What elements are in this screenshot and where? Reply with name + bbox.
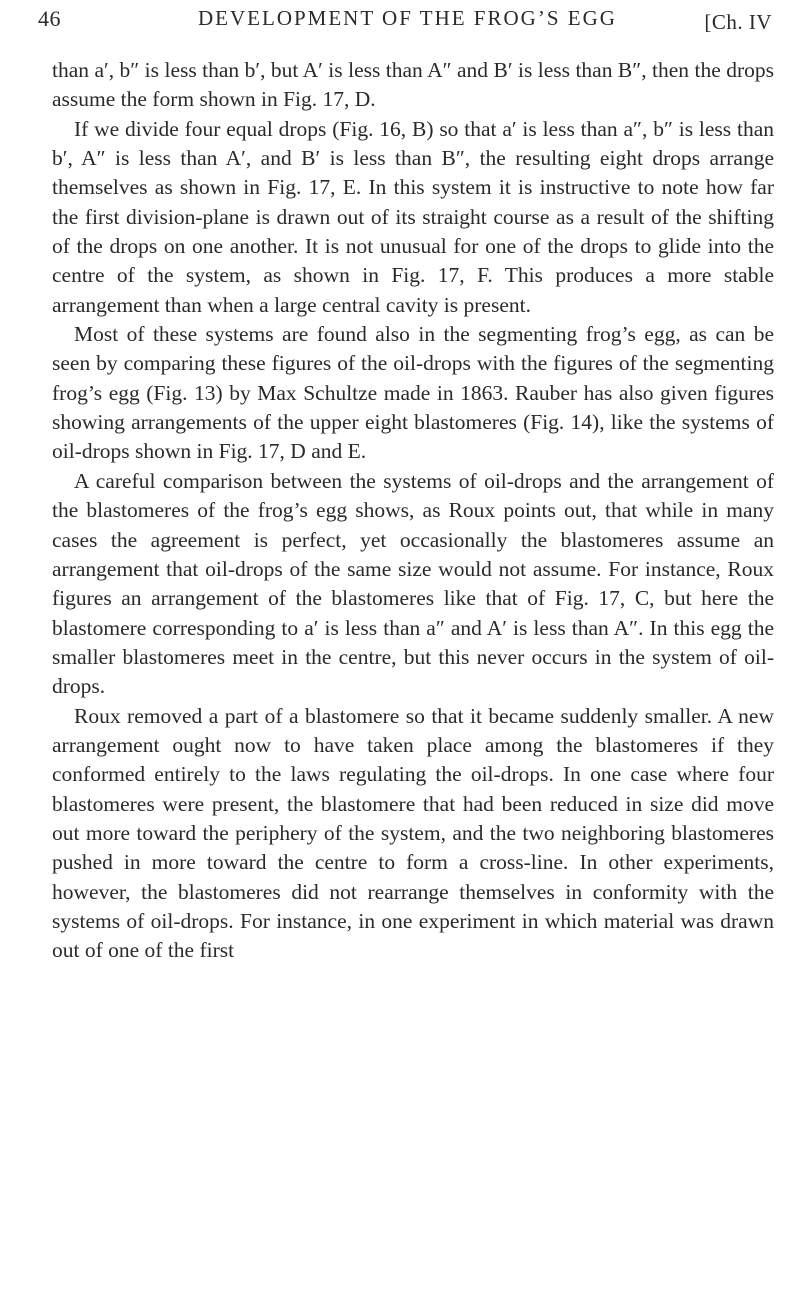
body-text: [52, 56, 774, 966]
paragraph: If we divide four equal drops (Fig. 16, B) so that a′ is less than a″, b″ is less than b′, A″ is less than A′, and B′ is less than B″, the resulting eight drops arrange themselves as shown in Fig. 17, E. In this system it is instructive to note how far the first division-plane is drawn out of its straight course as a result of the shifting of the drops on one another. It is not unusual for one of the drops to glide into the centre of the system, as shown in Fig. 17, F. This produces a more stable arrangement than when a large central cavity is present.: [52, 116, 774, 317]
page-number: 46: [38, 6, 61, 31]
running-title: DEVELOPMENT OF THE FROG’S EGG: [198, 6, 617, 30]
paragraph: Roux removed a part of a blastomere so that it became suddenly smaller. A new arrangement ought now to have taken place among the blastomeres if they conformed entirely to the laws regulating the oil-drops. In one case where four blastomeres were present, the blastomere that had been reduced in size did move out more toward the periphery of the system, and the two neighboring blastomeres pushed in more toward the centre to form a cross-line. In other experiments, however, the blastomeres did not rearrange themselves in conformity with the systems of oil-drops. For instance, in one experiment in which material was drawn out of one of the first: [52, 703, 774, 963]
paragraph: than a′, b″ is less than b′, but A′ is less than A″ and B′ is less than B″, then the drops assume the form shown in Fig. 17, D.: [52, 58, 774, 112]
paragraph: A careful comparison between the systems of oil-drops and the arrangement of the blastomeres of the frog’s egg shows, as Roux points out, that while in many cases the agreement is perfect, yet occasionally the blastomeres assume an arrangement that oil-drops of the same size would not assume. For instance, Roux figures an arrangement of the blastomeres like that of Fig. 17, C, but here the blastomere corresponding to a′ is less than a″ and A′ is less than A″. In this egg the smaller blastomeres meet in the centre, but this never occurs in the system of oil-drops.: [52, 468, 774, 699]
page-header: [38, 6, 772, 46]
chapter-label: [Ch. IV: [704, 10, 772, 34]
paragraph: Most of these systems are found also in the segmenting frog’s egg, as can be seen by comparing these figures of the oil-drops with the figures of the segmenting frog’s egg (Fig. 13) by Max Schultze made in 1863. Rauber has also given figures showing arrangements of the upper eight blastomeres (Fig. 14), like the systems of oil-drops shown in Fig. 17, D and E.: [52, 322, 774, 464]
